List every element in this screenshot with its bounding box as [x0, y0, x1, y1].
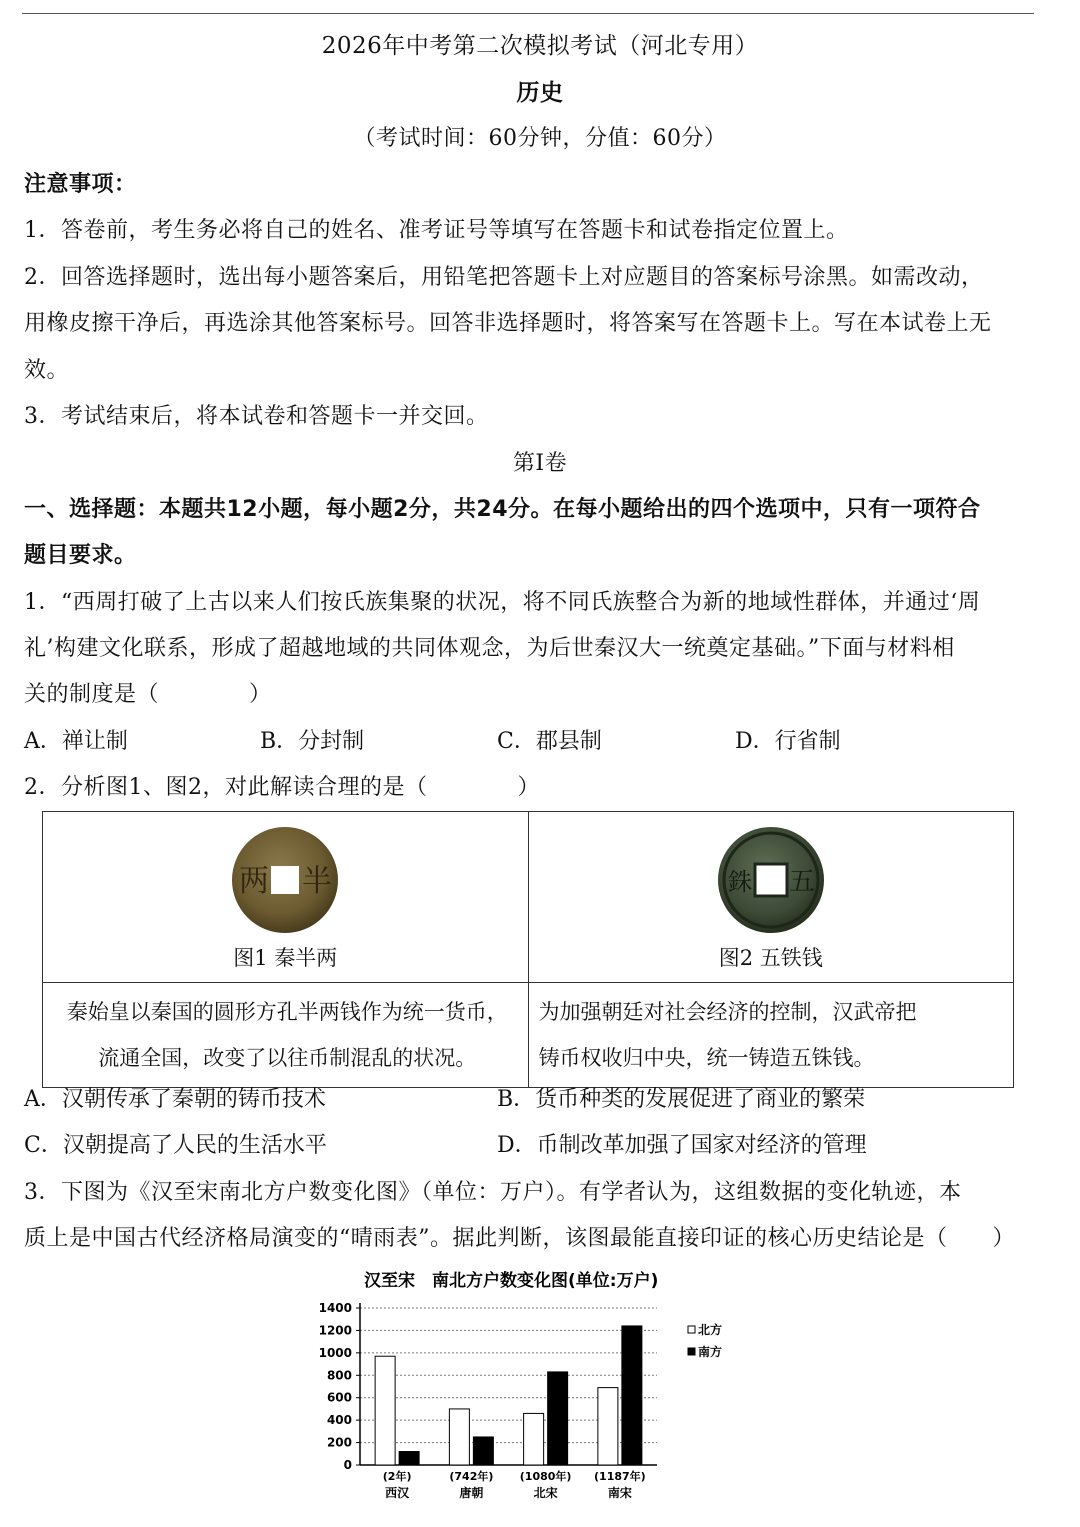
fig2-cell — [528, 812, 1014, 983]
q2-option-d: D．币制改革加强了国家对经济的管理 — [497, 1133, 867, 1158]
fig1-description — [43, 983, 529, 1088]
bar-south — [622, 1326, 642, 1465]
fig1-cell — [43, 812, 529, 983]
y-tick-label: 600 — [326, 1390, 352, 1405]
q2-figure-table — [42, 811, 1014, 1088]
legend-swatch — [688, 1348, 695, 1355]
fig1-desc-line-2: 流通全国，改变了以往币制混乱的状况。 — [98, 1046, 477, 1070]
x-category-label: 北宋 — [533, 1486, 558, 1500]
banliang-coin-image — [230, 825, 340, 935]
note-2-line-3: 效。 — [24, 358, 70, 383]
q1-option-d: D．行省制 — [735, 729, 841, 754]
y-tick-label: 200 — [326, 1435, 352, 1450]
part1-heading-line-1: 一、选择题：本题共12小题，每小题2分，共24分。在每小题给出的四个选项中，只有一项符合 — [24, 497, 981, 522]
note-2-line-1: 2．回答选择题时，选出每小题答案后，用铅笔把答题卡上对应题目的答案标号涂黑。如需改动， — [24, 265, 984, 290]
q1-stem-line-3: 关的制度是（ ） — [24, 682, 272, 707]
subject-title: 历史 — [516, 80, 564, 106]
exam-title: 2026年中考第二次模拟考试（河北专用） — [321, 33, 759, 59]
q1-option-b: B．分封制 — [260, 729, 365, 754]
wuzhu-coin-image — [716, 825, 826, 935]
q1-stem-line-2: 礼’构建文化联系，形成了超越地域的共同体观念，为后世秦汉大一统奠定基础。”下面与材料相 — [24, 636, 955, 661]
x-year-label: (742年) — [449, 1470, 494, 1483]
q2-option-a: A．汉朝传承了秦朝的铸币技术 — [24, 1087, 326, 1112]
bar-north — [524, 1413, 544, 1465]
banliang-right-glyph: 半 — [302, 864, 333, 899]
household-bar-chart — [300, 1262, 770, 1512]
q2-option-b: B．货币种类的发展促进了商业的繁荣 — [497, 1087, 866, 1112]
q2-stem: 2．分析图1、图2，对此解读合理的是（ ） — [24, 775, 540, 800]
y-tick-label: 1000 — [318, 1345, 352, 1360]
legend-label: 北方 — [698, 1323, 723, 1337]
bar-south — [399, 1452, 419, 1465]
x-year-label: (2年) — [382, 1470, 412, 1483]
wuzhu-left-glyph: 銖 — [727, 868, 752, 896]
legend-label: 南方 — [698, 1345, 723, 1359]
fig2-caption: 图2 五铁钱 — [718, 946, 823, 970]
legend-swatch — [688, 1326, 695, 1333]
y-tick-label: 1400 — [318, 1301, 352, 1315]
note-2-line-2: 用橡皮擦干净后，再选涂其他答案标号。回答非选择题时，将答案写在答题卡上。写在本试卷上无 — [24, 311, 992, 336]
q3-stem-line-1: 3．下图为《汉至宋南北方户数变化图》（单位：万户）。有学者认为，这组数据的变化轨迹，本 — [24, 1180, 962, 1205]
x-category-label: 南宋 — [607, 1486, 632, 1500]
q1-option-c: C．郡县制 — [497, 729, 602, 754]
q1-stem-line-1: 1．“西周打破了上古以来人们按氏族集聚的状况，将不同氏族整合为新的地域性群体，并通过‘周 — [24, 590, 981, 615]
y-tick-label: 800 — [326, 1368, 352, 1383]
note-3: 3．考试结束后，将本试卷和答题卡一并交回。 — [24, 404, 489, 429]
wuzhu-right-glyph: 五 — [788, 867, 815, 897]
notes-heading: 注意事项： — [24, 172, 137, 197]
volume-heading: 第Ⅰ卷 — [512, 451, 568, 476]
x-category-label: 西汉 — [385, 1486, 410, 1500]
x-category-label: 唐朝 — [459, 1486, 484, 1500]
q1-option-a: A．禅让制 — [24, 729, 128, 754]
banliang-left-glyph: 两 — [239, 864, 270, 899]
q2-option-c: C．汉朝提高了人民的生活水平 — [24, 1133, 327, 1158]
chart-title: 汉至宋 南北方户数变化图(单位:万户) — [364, 1271, 659, 1291]
bar-north — [375, 1356, 395, 1465]
y-tick-label: 1200 — [318, 1323, 352, 1338]
y-tick-label: 400 — [326, 1413, 352, 1428]
top-rule — [22, 13, 1034, 14]
x-year-label: (1080年) — [519, 1470, 572, 1483]
part1-heading-line-2: 题目要求。 — [24, 543, 137, 568]
bar-south — [473, 1437, 493, 1465]
exam-info: （考试时间：60分钟，分值：60分） — [353, 126, 727, 151]
fig2-desc-line-2: 铸币权收归中央，统一铸造五铢钱。 — [538, 1046, 875, 1070]
x-year-label: (1187年) — [594, 1470, 646, 1483]
bar-south — [548, 1372, 568, 1465]
fig1-desc-line-1: 秦始皇以秦国的圆形方孔半两钱作为统一货币， — [66, 1000, 508, 1024]
q3-stem-line-2: 质上是中国古代经济格局演变的“晴雨表”。据此判断，该图最能直接印证的核心历史结论是（ ） — [24, 1226, 1015, 1251]
fig2-desc-line-1: 为加强朝廷对社会经济的控制，汉武帝把 — [538, 1000, 917, 1024]
fig2-description — [528, 983, 1014, 1088]
y-tick-label: 0 — [343, 1458, 352, 1472]
bar-north — [598, 1388, 618, 1465]
fig1-caption: 图1 秦半两 — [233, 946, 338, 970]
bar-north — [449, 1409, 469, 1465]
note-1: 1．答卷前，考生务必将自己的姓名、准考证号等填写在答题卡和试卷指定位置上。 — [24, 218, 849, 243]
